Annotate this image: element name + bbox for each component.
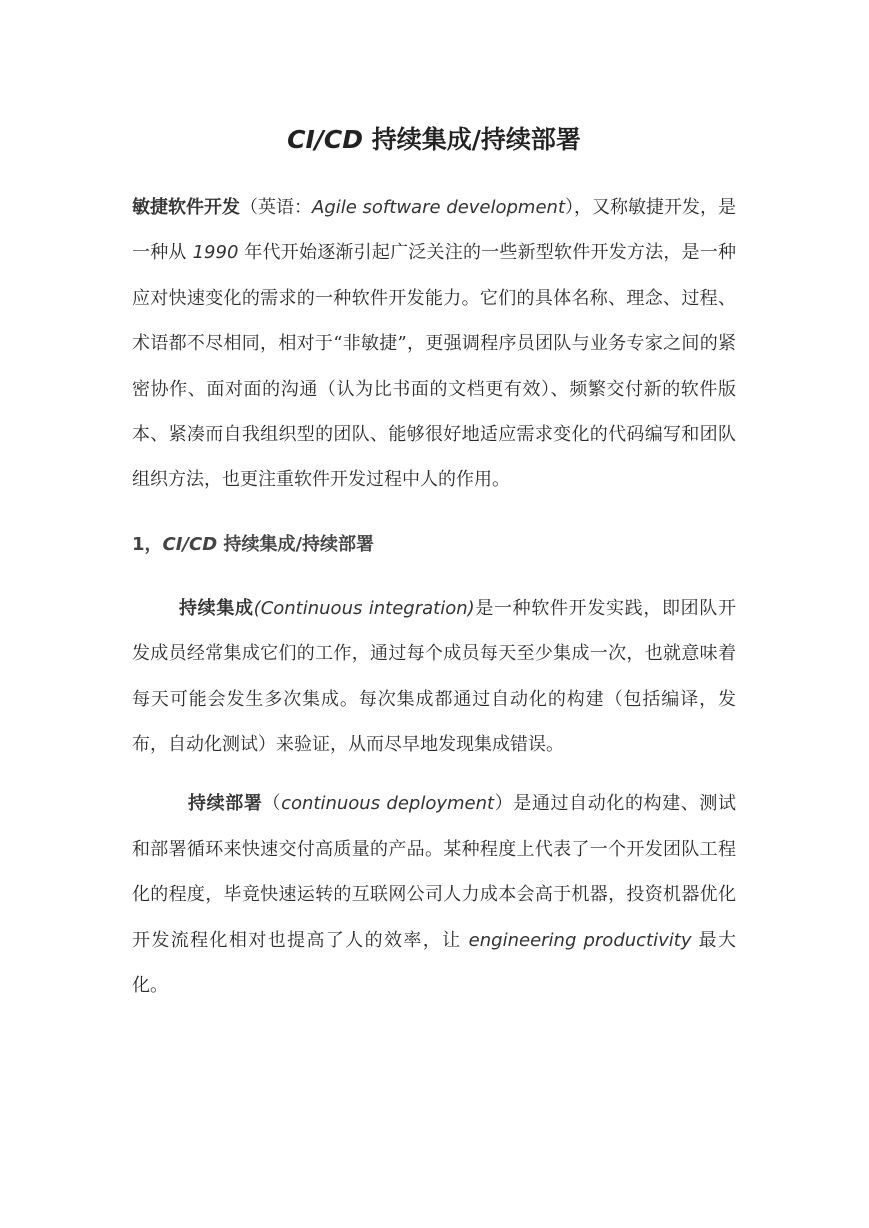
cd-ending: 最大化。: [132, 929, 736, 997]
ci-paragraph: [132, 586, 736, 768]
cd-paren-open: （: [262, 793, 282, 815]
title-cjk: 持续集成/持续部署: [363, 125, 581, 154]
document-body: [132, 118, 736, 1009]
cd-paragraph: [132, 781, 736, 1008]
title-latin: CI/CD: [287, 125, 364, 154]
section-number: 1，: [132, 533, 163, 555]
intro-english-term: Agile software development: [312, 197, 566, 218]
section-heading: [132, 522, 736, 567]
ci-lead-term: 持续集成: [179, 597, 254, 619]
document-title: [132, 118, 736, 162]
intro-paren-open: （英语：: [240, 197, 312, 218]
intro-year: 1990: [192, 242, 239, 264]
cd-paren-close: ）: [494, 793, 514, 815]
intro-body: 年代开始逐渐引起广泛关注的一些新型软件开发方法，是一种应对快速变化的需求的一种软件开发能力。它们的具体名称、理念、过程、术语都不尽相同，相对于“非敏捷”，更强调程序员团队与业务专家之间的紧密协作、面对面的沟通（认为比书面的文档更有效）、频繁交付新的软件版本、紧凑而自我组织型的团队、能够很好地适应需求变化的代码编写和团队组织方法，也更注重软件开发过程中人的作用。: [132, 242, 736, 491]
cd-english-tail: engineering productivity: [468, 929, 692, 951]
intro-after-term: ），又称敏捷开发，是一种从: [132, 197, 737, 264]
section-heading-cjk: 持续集成/持续部署: [217, 533, 375, 555]
cd-body: 是通过自动化的构建、测试和部署循环来快速交付高质量的产品。某种程度上代表了一个开发团队工程化的程度，毕竟快速运转的互联网公司人力成本会高于机器，投资机器优化开发流程化相对也提高了人的效率，让: [132, 793, 737, 951]
cd-lead-term: 持续部署: [188, 793, 263, 815]
cd-english-term: continuous deployment: [281, 793, 495, 815]
intro-paragraph: [132, 185, 736, 503]
ci-english-term: (Continuous integration): [253, 597, 475, 619]
section-heading-latin: CI/CD: [162, 533, 218, 555]
intro-lead-term: 敏捷软件开发: [132, 197, 240, 218]
ci-body: 是一种软件开发实践，即团队开发成员经常集成它们的工作，通过每个成员每天至少集成一次，也就意味着每天可能会发生多次集成。每次集成都通过自动化的构建（包括编译，发布，自动化测试）来验证，从而尽早地发现集成错误。: [132, 597, 737, 756]
